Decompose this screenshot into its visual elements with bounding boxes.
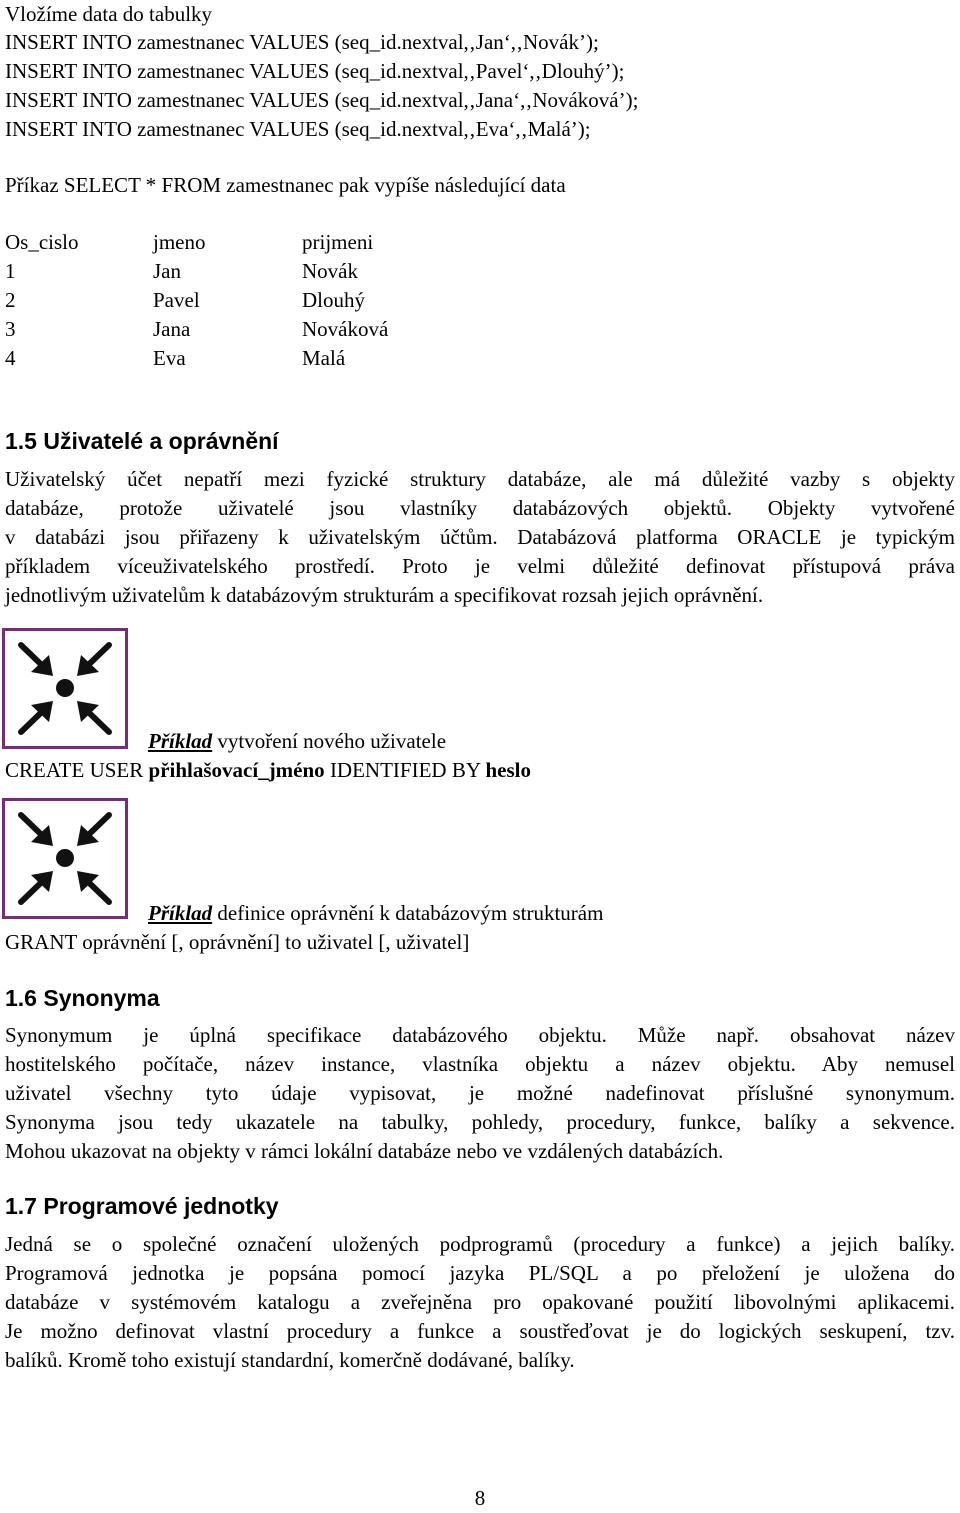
code-param: heslo	[485, 758, 531, 782]
insert-statement: INSERT INTO zamestnanec VALUES (seq_id.nextval,‚Eva‘,‚Malá’);	[5, 117, 591, 141]
table-cell: Dlouhý	[302, 288, 365, 312]
column-header: jmeno	[153, 230, 206, 254]
example-caption-text: vytvoření nového uživatele	[212, 729, 447, 753]
example-caption	[148, 899, 603, 928]
table-cell: Malá	[302, 346, 346, 370]
table-cell: Nováková	[302, 317, 389, 341]
table-cell: 2	[5, 288, 16, 312]
example-label: Příklad	[148, 901, 213, 925]
code-line: GRANT oprávnění [, oprávnění] to uživatel [, uživatel]	[5, 930, 470, 954]
insert-statement: INSERT INTO zamestnanec VALUES (seq_id.nextval,‚Jana‘,‚Nováková’);	[5, 88, 639, 112]
paragraph-line: jednotlivým uživatelům k databázovým strukturám a specifikovat rozsah jejich oprávnění.	[5, 583, 764, 607]
page-number: 8	[474, 1486, 486, 1510]
paragraph-line: příkladem víceuživatelského prostředí. Proto je velmi důležité definovat přístupová práva	[5, 554, 955, 578]
paragraph-line: databáze v systémovém katalogu a zveřejněna pro opakované použití libovolnými aplikacemi.	[5, 1290, 955, 1314]
select-description: Příkaz SELECT * FROM zamestnanec pak vypíše následující data	[5, 173, 566, 197]
paragraph-line: Programová jednotka je popsána pomocí jazyka PL/SQL a po přeložení je uložena do	[5, 1261, 955, 1285]
code-line	[5, 756, 531, 785]
section-heading: 1.6 Synonyma	[5, 985, 160, 1011]
code-param: přihlašovací_jméno	[148, 758, 325, 782]
example-caption	[148, 727, 446, 756]
paragraph-line: Mohou ukazovat na objekty v rámci lokální databáze nebo ve vzdálených databázích.	[5, 1139, 724, 1163]
example-caption-text: definice oprávnění k databázovým strukturám	[212, 901, 604, 925]
paragraph-line: databáze, protože uživatelé jsou vlastníky databázových objektů. Objekty vytvořené	[5, 496, 955, 520]
intro-text: Vložíme data do tabulky	[5, 2, 213, 26]
table-cell: Pavel	[153, 288, 200, 312]
arrows-converge-icon	[2, 628, 128, 749]
section-heading: 1.5 Uživatelé a oprávnění	[5, 428, 279, 454]
example-label: Příklad	[148, 729, 213, 753]
section-heading: 1.7 Programové jednotky	[5, 1193, 279, 1219]
paragraph-line: balíků. Kromě toho existují standardní, komerčně dodávané, balíky.	[5, 1348, 575, 1372]
paragraph-line: v databázi jsou přiřazeny k uživatelským účtům. Databázová platforma ORACLE je typickým	[5, 525, 955, 549]
table-cell: Jan	[153, 259, 181, 283]
paragraph-line: hostitelského počítače, název instance, vlastníka objektu a název objektu. Aby nemusel	[5, 1052, 955, 1076]
table-cell: Novák	[302, 259, 358, 283]
insert-statement: INSERT INTO zamestnanec VALUES (seq_id.nextval,‚Jan‘,‚Novák’);	[5, 30, 599, 54]
paragraph-line: Jedná se o společné označení uložených podprogramů (procedury a funkce) a jejich balíky.	[5, 1232, 955, 1256]
table-cell: 4	[5, 346, 16, 370]
column-header: Os_cislo	[5, 230, 79, 254]
table-cell: Eva	[153, 346, 186, 370]
paragraph-line: Synonymum je úplná specifikace databázového objektu. Může např. obsahovat název	[5, 1023, 955, 1047]
paragraph-line: Je možno definovat vlastní procedury a funkce a soustřeďovat je do logických seskupení, tzv.	[5, 1319, 955, 1343]
column-header: prijmeni	[302, 230, 374, 254]
arrows-converge-icon	[2, 798, 128, 919]
code-keyword: IDENTIFIED BY	[324, 758, 486, 782]
table-cell: 3	[5, 317, 16, 341]
table-cell: Jana	[153, 317, 191, 341]
paragraph-line: uživatel všechny tyto údaje vypisovat, je možné nadefinovat příslušné synonymum.	[5, 1081, 955, 1105]
insert-statement: INSERT INTO zamestnanec VALUES (seq_id.nextval,‚Pavel‘,‚Dlouhý’);	[5, 59, 625, 83]
paragraph-line: Synonyma jsou tedy ukazatele na tabulky, pohledy, procedury, funkce, balíky a sekvence.	[5, 1110, 955, 1134]
paragraph-line: Uživatelský účet nepatří mezi fyzické struktury databáze, ale má důležité vazby s objekty	[5, 467, 955, 491]
code-keyword: CREATE USER	[5, 758, 149, 782]
table-cell: 1	[5, 259, 16, 283]
